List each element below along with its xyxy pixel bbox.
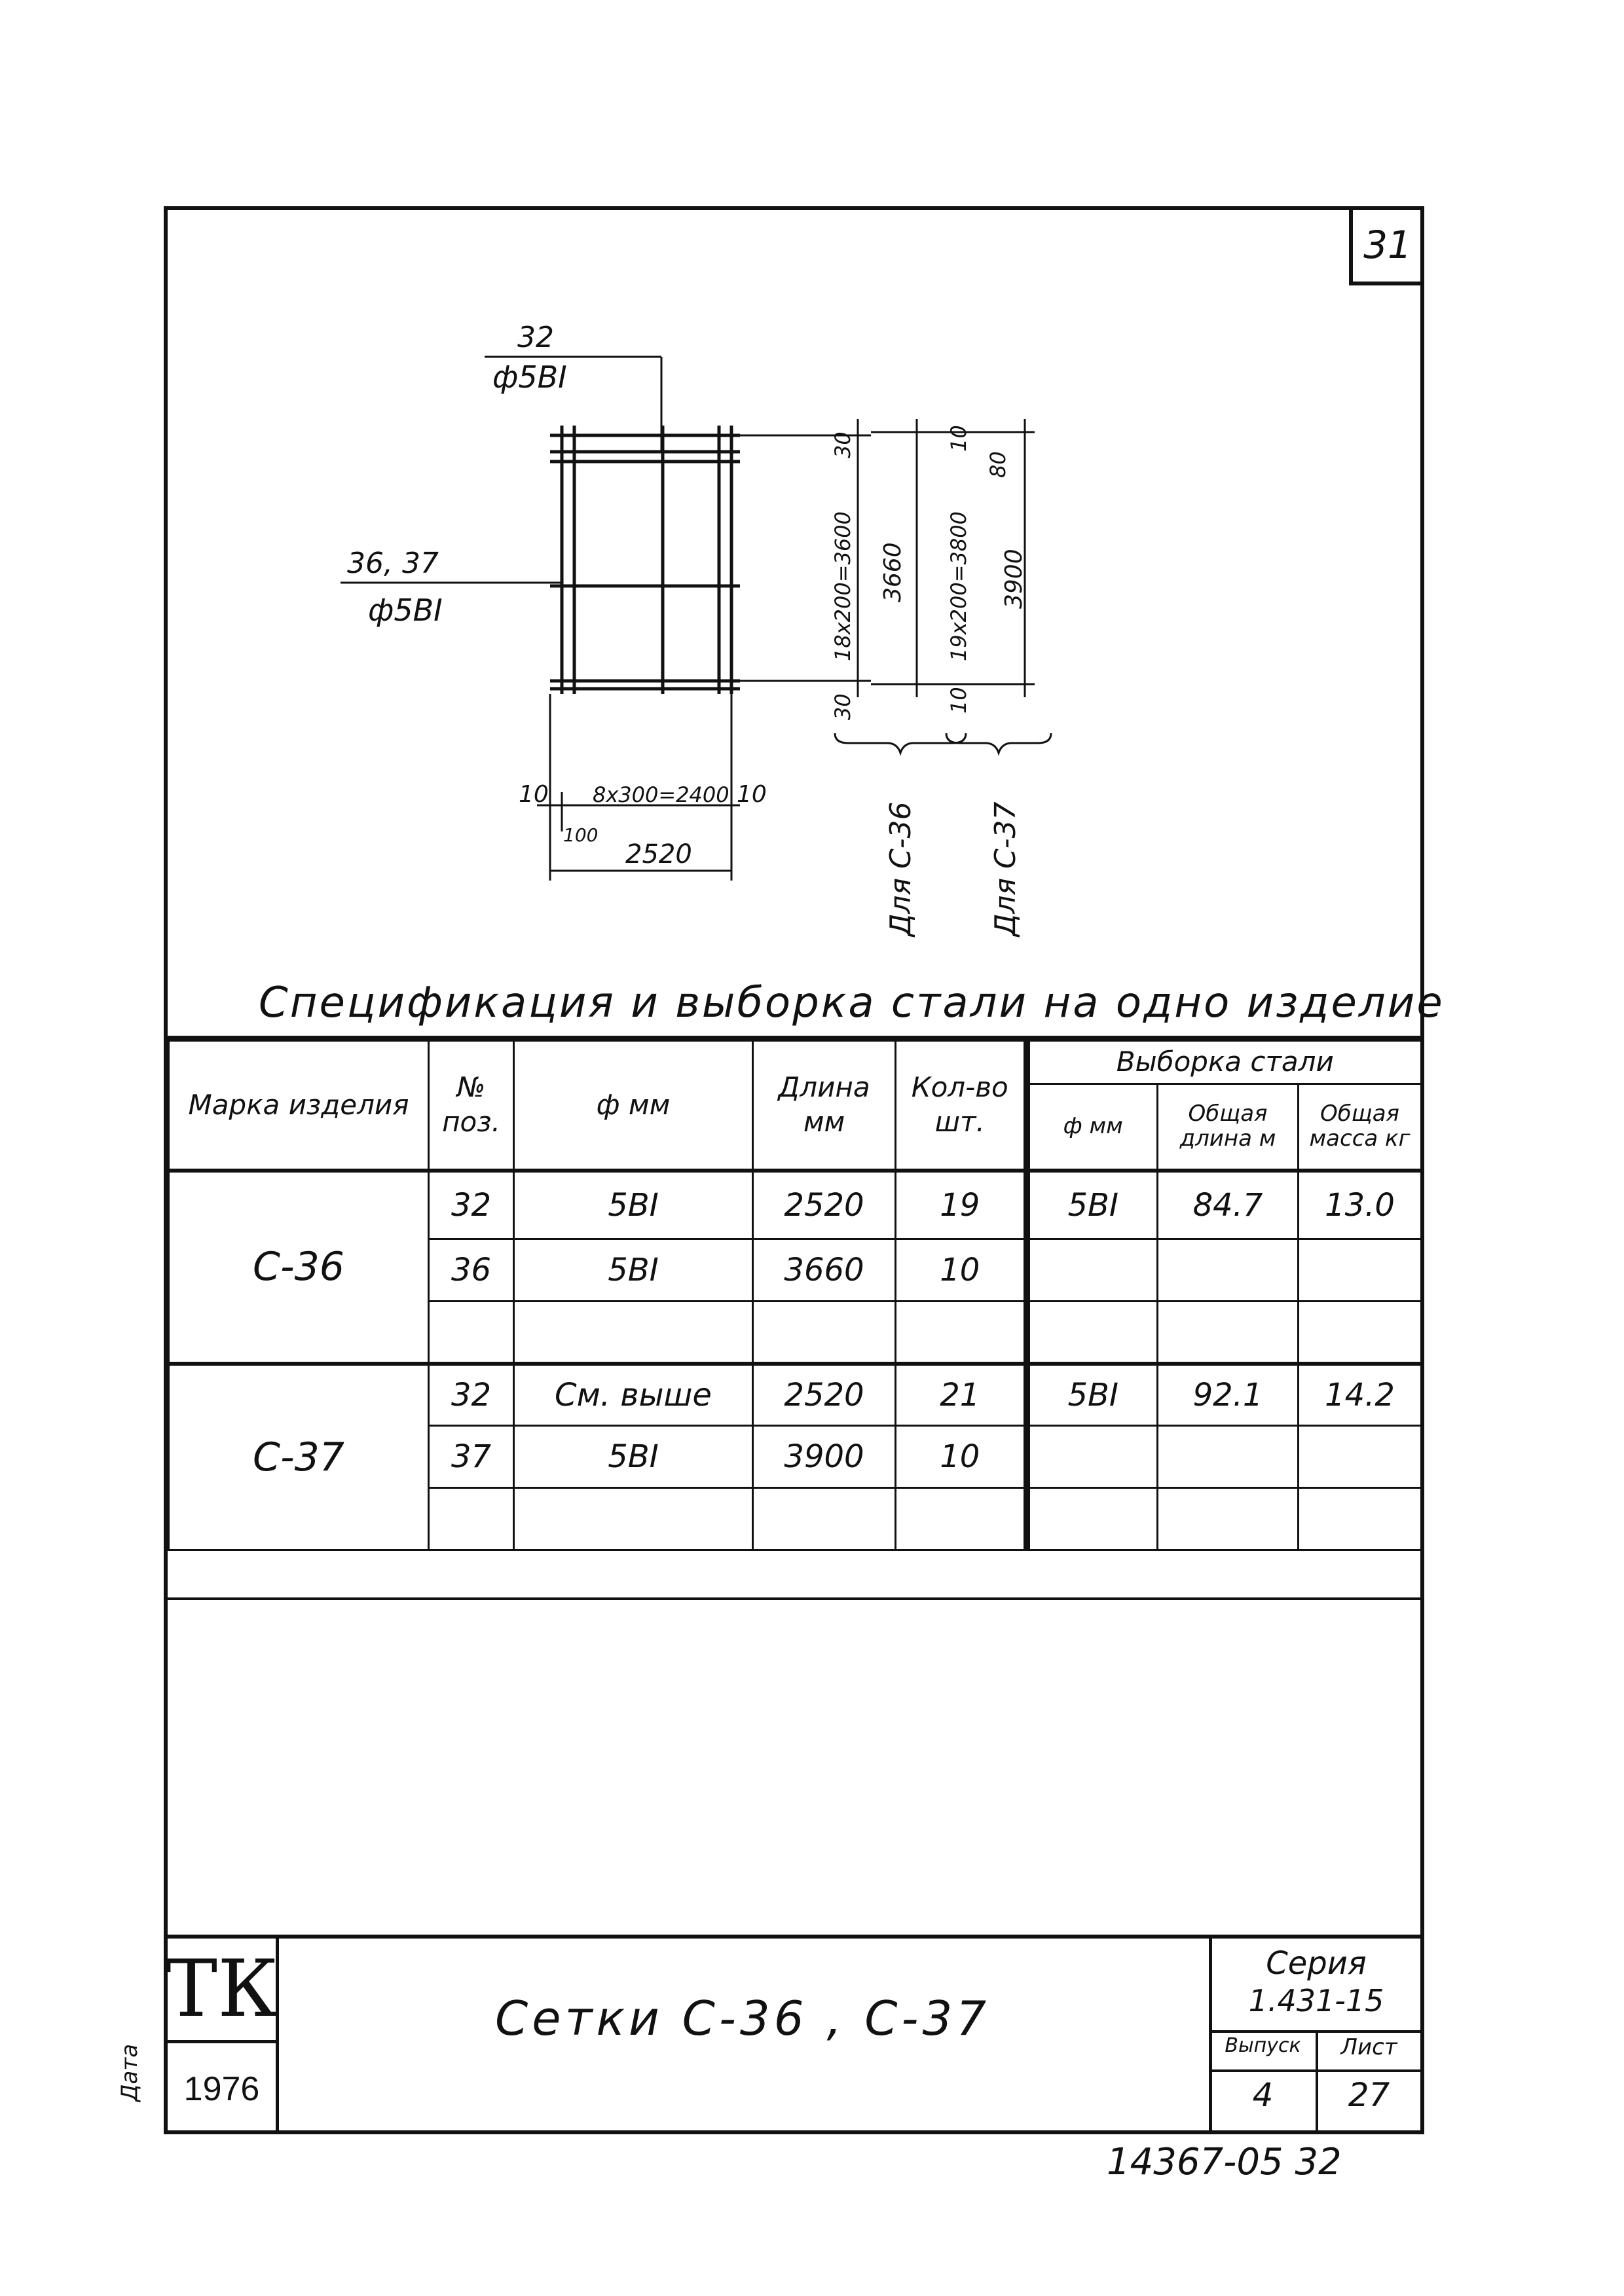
sheet-value: 27: [1348, 2076, 1390, 2114]
dim-c37-bottom: 10: [946, 687, 971, 714]
cell-qty: 19: [896, 1171, 1027, 1239]
issue-value: 4: [1252, 2076, 1274, 2114]
cell-sel-dia: 5BI: [1027, 1171, 1158, 1239]
cell-qty: 10: [896, 1239, 1027, 1302]
cell-length: 2520: [753, 1171, 896, 1239]
dim-c36-spacing: 18x200=3600: [830, 511, 855, 661]
cell-pos: 37: [429, 1426, 514, 1488]
notes-area: [168, 1597, 1420, 1937]
cell-pos: 36: [429, 1239, 514, 1302]
callout-top-spec: ф5BI: [492, 359, 567, 395]
cell-sel-dia: [1027, 1239, 1158, 1302]
org-logo: ТК: [168, 1939, 279, 2043]
cell-pos: 32: [429, 1364, 514, 1426]
side-date-label: Дата: [117, 2043, 143, 2102]
cell-qty: 21: [896, 1364, 1027, 1426]
dim-c36-top: 30: [830, 431, 855, 458]
header-selection: Выборка стали: [1027, 1041, 1422, 1084]
sheet-label: Лист: [1340, 2034, 1397, 2060]
callout-side-pos: 36, 37: [347, 547, 439, 580]
cell-sel-mass: [1299, 1239, 1422, 1302]
cell-sel-mass: 14.2: [1299, 1364, 1422, 1426]
dim-c37-overall: 3900: [1001, 549, 1027, 609]
callout-top-pos: 32: [517, 321, 554, 354]
spec-title: Спецификация и выборка стали на одно изделие: [259, 979, 1445, 1027]
cell-qty: 10: [896, 1426, 1027, 1488]
cell-sel-dia: [1027, 1426, 1158, 1488]
issue-label: Выпуск: [1225, 2034, 1301, 2057]
drawing-title: Сетки С-36 , С-37: [495, 1991, 991, 2046]
dim-c37-spacing: 19x200=3800: [946, 511, 971, 661]
header-dia: ф мм: [514, 1041, 753, 1171]
cell-dia: 5BI: [514, 1426, 753, 1488]
dim-right-edge: 10: [737, 781, 767, 808]
cell-sel-length: [1158, 1426, 1299, 1488]
cell-sel-mass: [1299, 1426, 1422, 1488]
cell-sel-length: 84.7: [1158, 1171, 1299, 1239]
cell-sel-length: 92.1: [1158, 1364, 1299, 1426]
cell-sel-dia: 5BI: [1027, 1364, 1158, 1426]
cell-mark: С-37: [169, 1364, 429, 1550]
dim-c37-top: 10: [946, 425, 971, 452]
year: 1976: [168, 2043, 279, 2134]
dim-bottom-spacing: 8x300=2400: [593, 782, 729, 807]
header-pos: № поз.: [429, 1041, 514, 1171]
title-block-info: [1209, 1939, 1420, 2134]
callout-side-spec: ф5BI: [368, 592, 443, 628]
series-label: Серия: [1266, 1945, 1367, 1982]
archive-number: 14367-05 32: [1107, 2141, 1342, 2183]
dim-left-edge: 10: [519, 781, 549, 808]
dim-c36-bottom: 30: [830, 693, 855, 720]
table-row: [169, 1364, 1422, 1426]
cell-mark: С-36: [169, 1171, 429, 1364]
header-sel-dia: ф мм: [1027, 1084, 1158, 1171]
dim-overall-width: 2520: [625, 839, 692, 869]
label-for-c36: Для С-36: [884, 801, 917, 936]
title-block: [165, 1935, 1420, 2134]
header-qty: Кол-во шт.: [896, 1041, 1027, 1171]
dim-offset: 100: [563, 824, 599, 846]
cell-length: 2520: [753, 1364, 896, 1426]
cell-sel-mass: 13.0: [1299, 1171, 1422, 1239]
cell-length: 3900: [753, 1426, 896, 1488]
cell-dia: 5BI: [514, 1239, 753, 1302]
series-value: 1.431-15: [1248, 1983, 1384, 2018]
cell-length: 3660: [753, 1239, 896, 1302]
header-length: Длина мм: [753, 1041, 896, 1171]
header-mark: Марка изделия: [169, 1041, 429, 1171]
mesh-drawing: [0, 0, 1624, 982]
cell-dia: 5BI: [514, 1171, 753, 1239]
header-sel-length: Общая длина м: [1158, 1084, 1299, 1171]
label-for-c37: Для С-37: [989, 801, 1022, 936]
table-row: [169, 1171, 1422, 1239]
cell-sel-length: [1158, 1239, 1299, 1302]
cell-dia: См. выше: [514, 1364, 753, 1426]
header-sel-mass: Общая масса кг: [1299, 1084, 1422, 1171]
sheet-number: 31: [1349, 208, 1422, 285]
dim-c37-top2: 80: [986, 451, 1010, 478]
spec-table: [168, 1040, 1422, 1551]
dim-c36-overall: 3660: [879, 542, 906, 602]
cell-pos: 32: [429, 1171, 514, 1239]
